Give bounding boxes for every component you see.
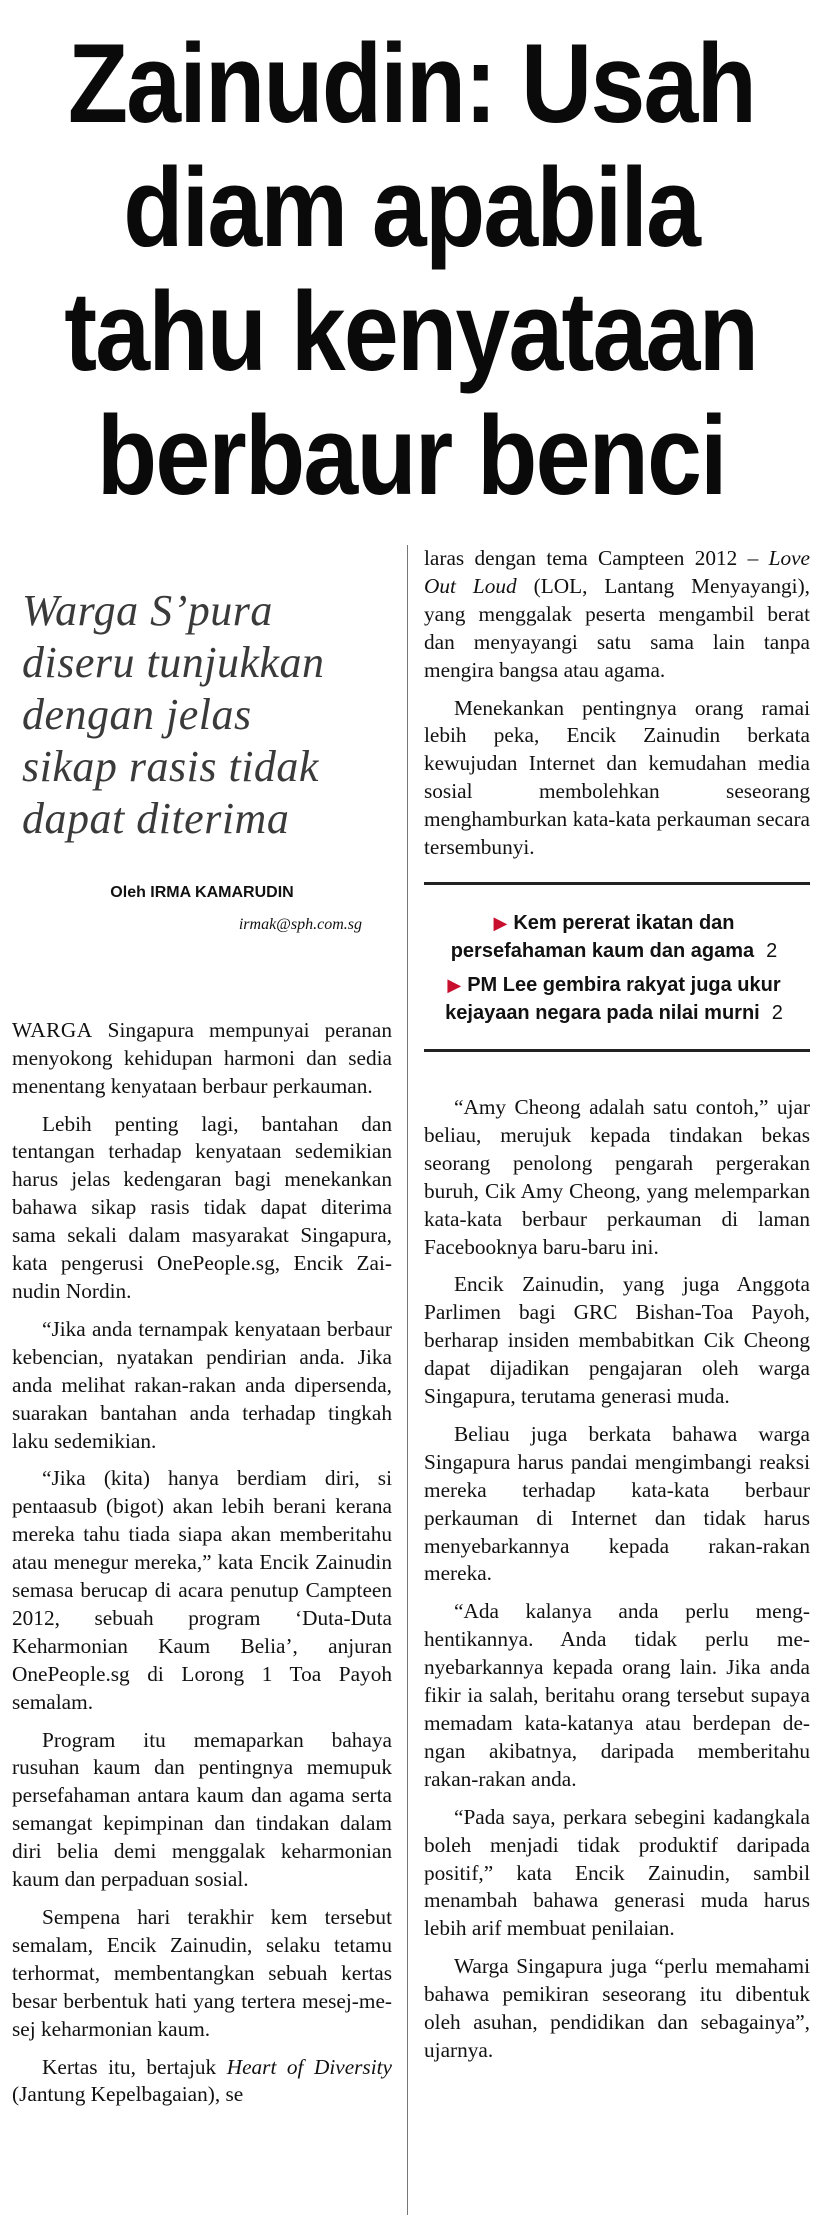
paragraph-italic: Love Out Loud xyxy=(424,546,810,598)
headline-line: tahu kenyataan xyxy=(64,269,758,394)
paragraph: “Jika (kita) hanya berdiam diri, si pentaasub (bigot) akan lebih berani kerana mereka tahu tiada siapa akan memberitahu atau menegur mereka,” kata Encik Zainudin semasa berucap di acara penutup Campteen 2012, sebuah program ‘Duta-Duta Keharmonian Kaum Belia’, anjuran OnePeople.sg di Lorong 1 Toa Payoh semalam. xyxy=(12,1466,392,1714)
headline xyxy=(0,0,822,540)
paragraph: Menekankan pentingnya orang ramai lebih peka, Encik Zainudin berkata kewujudan Internet dan kemudahan media sosial membolehkan seseorang menghamburkan kata-kata perkauman secara tersembunyi. xyxy=(424,695,810,860)
paragraph: Warga Singapura juga “perlu memahami bahawa pemikiran seseorang itu dibentuk oleh asuhan, pendidikan dan sebagainya”, ujarnya. xyxy=(424,1954,810,2062)
page-number: 2 xyxy=(766,939,778,962)
paragraph xyxy=(12,1017,392,1101)
deck-line: sikap rasis tidak xyxy=(22,742,319,791)
byline: Oleh IRMA KAMARUDIN xyxy=(110,884,294,901)
triangle-right-icon: ▶ xyxy=(447,974,462,995)
paragraph-text: (Jantung Kepelbagaian), se xyxy=(12,2082,244,2107)
paragraph: Sempena hari terakhir kem tersebut semalam, Encik Zainudin, selaku tetamu terhormat, membentangkan sebuah kertas besar berbentuk hati yang tertera mesej-mesej keharmonian kaum. xyxy=(12,1905,392,2041)
deck-line: Warga S’pura xyxy=(22,586,273,635)
paragraph: Lebih penting lagi, bantahan dan tentangan terhadap kenyataan sedemikian harus jelas kedengaran bagi menekankan bahawa sikap rasis tidak dapat diterima sama sekali dalam masyarakat Singapura, kata pengerusi OnePeople.sg, Encik Zainudin Nordin. xyxy=(12,1111,392,1303)
lead-word: WARGA xyxy=(12,1017,93,1042)
related-stories-box xyxy=(424,882,810,1052)
paragraph: Program itu memaparkan bahaya rusuhan kaum dan pentingnya memupuk persefahaman antara kaum dan agama serta semangat kepimpinan dan tindakan dalam diri belia demi menggalak keharmonian kaum dan perpaduan sosial. xyxy=(12,1727,392,1892)
related-story-title: Kem pererat ikatan dan persefahaman kaum dan agama xyxy=(450,911,755,962)
deck xyxy=(12,585,392,845)
paragraph-text: laras dengan tema Campteen 2012 – xyxy=(424,546,769,570)
paragraph: “Amy Cheong adalah satu contoh,” ujar beliau, merujuk kepada tindakan bekas seorang penolong pengarah pergerakan buruh, Cik Amy Cheong, yang melemparkan kata-kata berbaur perkauman di laman Facebooknya baru-baru ini. xyxy=(424,1094,810,1259)
headline-line: diam apabila xyxy=(123,145,699,270)
headline-line: berbaur benci xyxy=(96,393,726,518)
paragraph: “Pada saya, perkara sebegini kadangkala boleh menjadi tidak produktif daripada positif,” kata Encik Zainudin, sambil menambah bahawa generasi muda harus lebih arif membuat penilaian. xyxy=(424,1804,810,1941)
page-number: 2 xyxy=(771,1001,783,1024)
paragraph xyxy=(12,2054,392,2110)
paragraph-text: Singapura mempunyai peranan menyokong kehidupan harmoni dan sedia menentang kenyataan berbaur perkauman. xyxy=(12,1017,392,1098)
paragraph-text: Kertas itu, bertajuk xyxy=(42,2054,227,2079)
paragraph: Beliau juga berkata bahawa warga Singapura harus pandai mengimbangi reaksi mereka terhadap kata-kata berbaur perkauman di Internet dan tidak harus menyebarkannya kepada rakan-rakan mereka. xyxy=(424,1421,810,1586)
article-column-right xyxy=(424,545,810,2075)
column-divider xyxy=(407,545,408,2215)
paragraph-italic: Heart of Diversity xyxy=(226,2054,393,2079)
related-story-title: PM Lee gembira rakyat juga ukur kejayaan negara pada nilai murni xyxy=(445,973,781,1024)
related-story-link[interactable] xyxy=(434,971,794,1027)
paragraph: “Jika anda ternampak kenyataan berbaur kebencian, nyatakan pendirian anda. Jika anda melihat rakan-rakan anda dipersenda, suarakan bantahan anda terhadap tingkah laku sedemikian. xyxy=(12,1316,392,1453)
paragraph-text: (LOL, Lantang Menyayangi), yang menggalak peserta mengambil berat dan menyayangi satu sama lain tanpa mengira bangsa atau agama. xyxy=(424,573,810,682)
deck-line: dengan jelas xyxy=(22,690,252,739)
related-story-link[interactable] xyxy=(434,909,794,965)
article-column-left xyxy=(12,545,392,2119)
author-email: irmak@sph.com.sg xyxy=(238,915,362,933)
article-body-left xyxy=(12,1017,392,2110)
deck-line: diseru tunjukkan xyxy=(22,638,325,687)
paragraph: “Ada kalanya anda perlu menghentikannya. Anda tidak perlu menyebarkannya kepada orang lain. Jika anda fikir ia salah, beritahu orang tersebut supaya memadam kata-katanya atau berdepan dengan akibatnya, daripada memberitahu rakan-rakan anda. xyxy=(424,1599,810,1791)
triangle-right-icon: ▶ xyxy=(493,912,508,933)
headline-line: Zainudin: Usah xyxy=(67,21,755,146)
paragraph xyxy=(424,545,810,685)
deck-line: dapat diterima xyxy=(22,794,290,843)
paragraph: Encik Zainudin, yang juga Anggota Parlimen bagi GRC Bishan-Toa Payoh, berharap insiden membabitkan Cik Cheong dapat dijadikan pengajaran oleh warga Singapura, terutama generasi muda. xyxy=(424,1272,810,1409)
